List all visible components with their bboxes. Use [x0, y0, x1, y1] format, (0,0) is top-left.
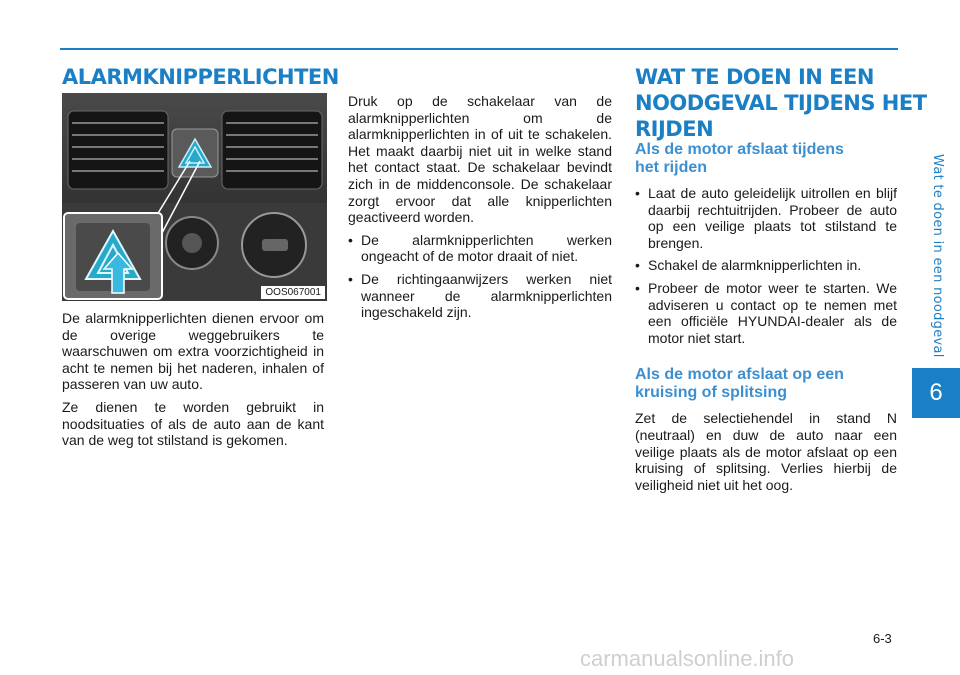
bullet-list: [348, 232, 612, 321]
list-item: • De richtingaanwijzers werken niet wanneer de alarmknipperlichten ingeschakeld zijn.: [348, 271, 612, 321]
section-heading-emergency: [635, 64, 927, 142]
subheading-line: kruising of splitsing: [635, 384, 788, 402]
subheading-engine-stalls-intersection: [635, 366, 897, 402]
middle-column-text: [348, 93, 612, 327]
list-item: • Probeer de motor weer te starten. We adviseren u contact op te nemen met een officiële HYUNDAI-dealer als de motor niet start.: [635, 280, 897, 346]
subheading-engine-stalls-driving: [635, 141, 897, 177]
heading-line: NOODGEVAL TIJDENS HET: [635, 91, 927, 115]
top-rule: [60, 48, 898, 50]
paragraph: Druk op de schakelaar van de alarmknipperlichten om de alarmknipperlichten in of uit te schakelen. Het maakt daarbij niet uit in welke stand het contact staat. De schakelaar bevindt zich in de middenconsole. De schakelaar zorgt ervoor dat alle knipperlichten geactiveerd worden.: [348, 93, 612, 226]
subheading-line: Als de motor afslaat op een: [635, 366, 844, 384]
watermark-text: carmanualsonline.info: [580, 646, 795, 671]
dashboard-illustration: [62, 93, 327, 301]
right-column-text: [635, 141, 897, 499]
list-item: • Laat de auto geleidelijk uitrollen en blijf daarbij rechtuitrijden. Probeer de auto op een veilige plaats tot stilstand te brengen.: [635, 185, 897, 251]
chapter-sidebar-label: Wat te doen in een noodgeval: [930, 154, 945, 358]
page-number: 6-3: [873, 631, 892, 646]
hazard-switch-figure: [62, 93, 327, 301]
paragraph: De alarmknipperlichten dienen ervoor om de overige weggebruikers te waarschuwen om extra voorzichtigheid in acht te nemen bij het naderen, inhalen of passeren van uw auto.: [62, 310, 324, 393]
list-item: • De alarmknipperlichten werken ongeacht of de motor draait of niet.: [348, 232, 612, 265]
paragraph: Zet de selectiehendel in stand N (neutraal) en duw de auto naar een veilige plaats als de motor afslaat op een kruising of splitsing. Verlies hierbij de veiligheid niet uit het oog.: [635, 410, 897, 493]
subheading-line: Als de motor afslaat tijdens: [635, 141, 844, 158]
paragraph: Ze dienen te worden gebruikt in noodsituaties of als de auto aan de kant van de weg tot stilstand is gekomen.: [62, 398, 324, 449]
left-column-text: [62, 310, 324, 455]
list-item: • Schakel de alarmknipperlichten in.: [635, 257, 897, 274]
section-heading-hazard-lights: ALARMKNIPPERLICHTEN: [62, 65, 339, 89]
chapter-number-tab: 6: [912, 368, 960, 418]
figure-code: OOS067001: [261, 286, 325, 299]
heading-line: RIJDEN: [635, 117, 714, 141]
subheading-line: het rijden: [635, 159, 708, 176]
bullet-list: [635, 185, 897, 346]
heading-line: WAT TE DOEN IN EEN: [635, 65, 874, 89]
